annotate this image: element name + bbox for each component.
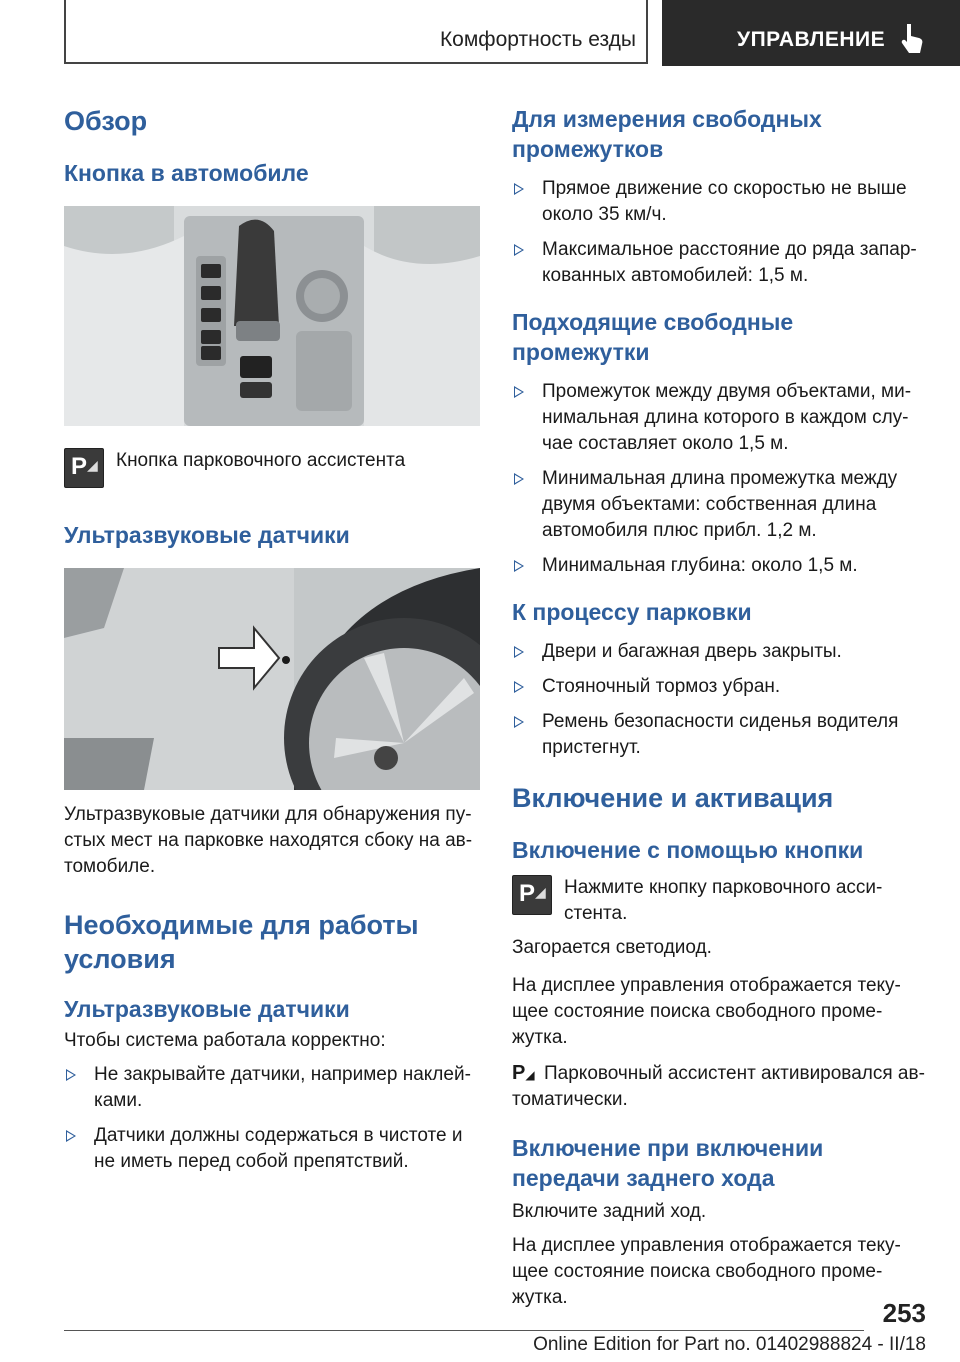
cond-bullets: [64, 1062, 482, 1175]
list-item: Двери и багажная дверь закрыты.: [512, 639, 932, 665]
triangle-bullet-icon: [514, 716, 524, 728]
button-section-title: Кнопка в автомобиле: [64, 160, 309, 186]
parking-symbol-icon: P◢: [512, 1062, 535, 1084]
auto-text: Парковочный ассистент активировался ав-томатически.: [512, 1063, 925, 1110]
triangle-bullet-icon: [66, 1069, 76, 1081]
triangle-bullet-icon: [514, 681, 524, 693]
suitable-title: Подходящие свободные промежутки: [512, 309, 794, 365]
reverse-text: Включите задний ход.: [512, 1201, 707, 1222]
cond-sensors-intro: Чтобы система работала корректно:: [64, 1030, 386, 1051]
triangle-bullet-icon: [514, 183, 524, 195]
console-photo: [64, 206, 480, 426]
list-item: Не закрывайте датчики, например наклей-ками.: [64, 1062, 482, 1114]
hand-pointer-icon: [898, 22, 926, 56]
list-item: Прямое движение со скоростью не выше около 35 км/ч.: [512, 176, 932, 228]
by-button-row: [512, 875, 932, 927]
triangle-bullet-icon: [514, 244, 524, 256]
measure-title: Для измерения свободных промежутков: [512, 106, 822, 162]
sensors-title: Ультразвуковые датчики: [64, 522, 350, 548]
cond-sensors-title: Ультразвуковые датчики: [64, 996, 350, 1022]
triangle-bullet-icon: [66, 1130, 76, 1142]
page-number: 253: [882, 1298, 926, 1328]
triangle-bullet-icon: [514, 473, 524, 485]
auto-row: [512, 1061, 932, 1113]
triangle-bullet-icon: [514, 560, 524, 572]
list-item: Максимальное расстояние до ряда запар-кованных автомобилей: 1,5 м.: [512, 237, 932, 289]
list-item: Промежуток между двумя объектами, ми-нимальная длина которого в каждом слу-чае составляет около 1,5 м.: [512, 379, 932, 457]
edition-footer: Online Edition for Part no. 01402988824 - II/18: [533, 1334, 926, 1355]
process-bullets: [512, 639, 932, 761]
measure-bullets: [512, 176, 932, 289]
triangle-bullet-icon: [514, 646, 524, 658]
triangle-bullet-icon: [514, 386, 524, 398]
chapter-tab: [662, 0, 960, 66]
parking-assistant-icon: P ◢: [512, 875, 552, 915]
section-title: Комфортность езды: [439, 28, 636, 51]
suitable-bullets: [512, 379, 932, 579]
display-text-2: На дисплее управления отображается теку-щее состояние поиска свободного проме-жутка.: [512, 1235, 901, 1308]
activation-title: Включение и активация: [512, 783, 834, 813]
display-text-1: На дисплее управления отображается теку-щее состояние поиска свободного проме-жутка.: [512, 975, 901, 1048]
led-text: Загорается светодиод.: [512, 937, 712, 958]
list-item: Ремень безопасности сиденья водителя пристегнут.: [512, 709, 932, 761]
right-column: [512, 100, 932, 1311]
by-button-title: Включение с помощью кнопки: [512, 837, 864, 863]
list-item: Стояночный тормоз убран.: [512, 674, 932, 700]
list-item: Минимальная глубина: около 1,5 м.: [512, 553, 932, 579]
left-column: [64, 100, 482, 1184]
list-item: Датчики должны содержаться в чистоте и не иметь перед собой препятствий.: [64, 1123, 482, 1175]
process-title: К процессу парковки: [512, 599, 752, 625]
sensors-text: Ультразвуковые датчики для обнаружения пу-стых мест на парковке находятся сбоку на ав-томобиле.: [64, 804, 473, 877]
footer-divider: [64, 1330, 864, 1331]
conditions-title: Необходимые для работы условия: [64, 910, 419, 974]
parking-assistant-icon: P ◢: [64, 448, 104, 488]
button-caption: Кнопка парковочного ассистента: [116, 450, 406, 471]
sensor-photo: [64, 568, 480, 790]
overview-title: Обзор: [64, 106, 148, 136]
by-button-text: Нажмите кнопку парковочного асси-стента.: [564, 877, 883, 924]
button-caption-row: [64, 448, 482, 488]
list-item: Минимальная длина промежутка между двумя объектами: собственная длина автомобиля плюс прибл. 1,2 м.: [512, 466, 932, 544]
reverse-title: Включение при включении передачи заднего хода: [512, 1135, 824, 1191]
chapter-title: УПРАВЛЕНИЕ: [737, 28, 886, 51]
